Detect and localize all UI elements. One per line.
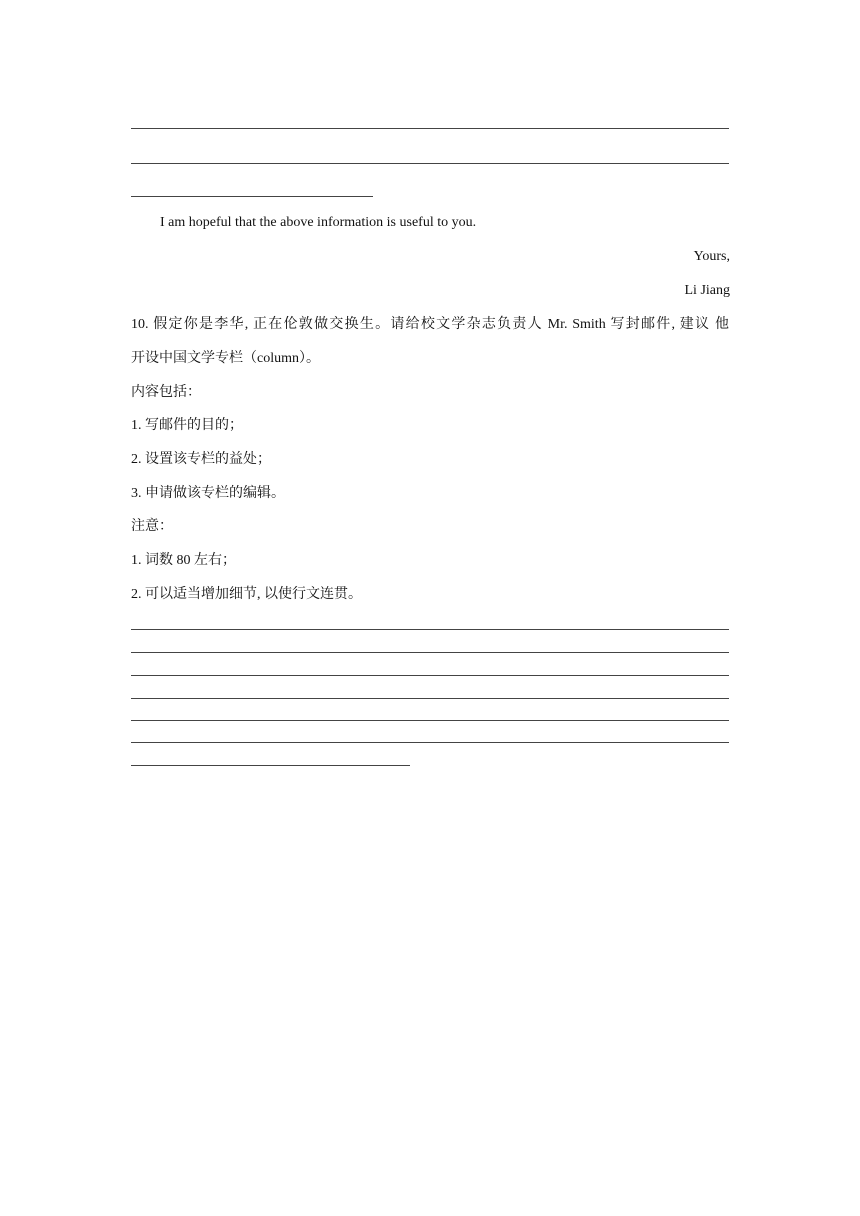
signature: Li Jiang bbox=[684, 283, 730, 298]
question-prompt-line-2: 开设中国文学专栏（column）。 bbox=[131, 351, 320, 366]
writing-line-short[interactable] bbox=[131, 765, 410, 766]
answer-line-short bbox=[131, 196, 373, 197]
writing-line[interactable] bbox=[131, 652, 729, 653]
answer-line bbox=[131, 163, 729, 164]
answer-line bbox=[131, 128, 729, 129]
content-heading: 内容包括： bbox=[131, 385, 201, 400]
writing-line[interactable] bbox=[131, 675, 729, 676]
valediction: Yours, bbox=[693, 249, 730, 264]
writing-line[interactable] bbox=[131, 629, 729, 630]
closing-sentence: I am hopeful that the above information is useful to you. bbox=[160, 215, 477, 230]
notes-heading: 注意： bbox=[131, 519, 173, 534]
question-prompt-line-1: 10. 假定你是李华, 正在伦敦做交换生。请给校文学杂志负责人 Mr. Smith 写封邮件, 建议 他 bbox=[131, 317, 729, 332]
notes-item: 2. 可以适当增加细节, 以使行文连贯。 bbox=[131, 587, 362, 602]
writing-line[interactable] bbox=[131, 742, 729, 743]
content-item: 1. 写邮件的目的； bbox=[131, 418, 243, 433]
content-item: 2. 设置该专栏的益处； bbox=[131, 452, 271, 467]
writing-line[interactable] bbox=[131, 720, 729, 721]
content-item: 3. 申请做该专栏的编辑。 bbox=[131, 486, 285, 501]
notes-item: 1. 词数 80 左右； bbox=[131, 553, 236, 568]
writing-line[interactable] bbox=[131, 698, 729, 699]
